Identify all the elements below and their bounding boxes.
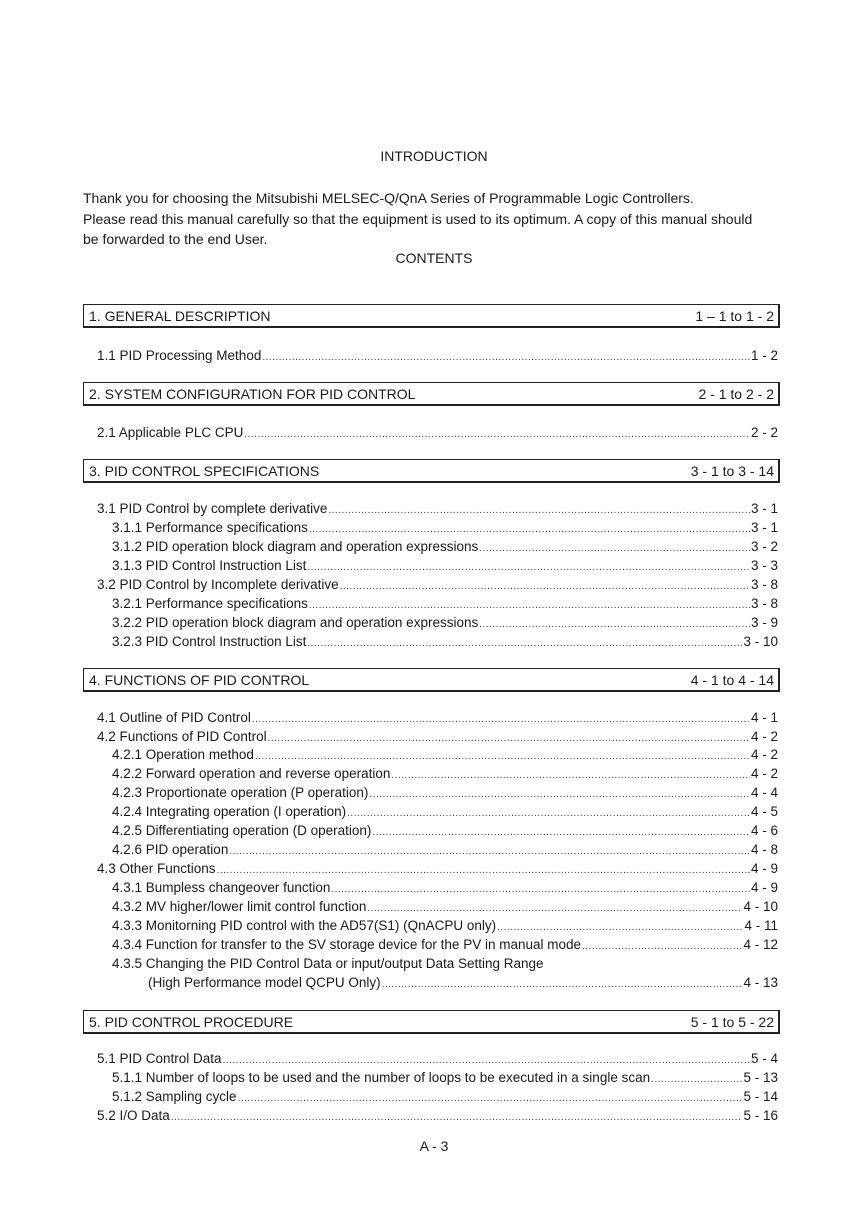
page-number: A - 3 xyxy=(419,1138,449,1154)
toc-entry-page: 5 - 13 xyxy=(743,1070,778,1085)
toc-entry-page: 4 - 4 xyxy=(750,785,778,800)
chapter-title: 4. FUNCTIONS OF PID CONTROL xyxy=(89,671,310,688)
toc-entry-label: 4.2.5 Differentiating operation (D operation) xyxy=(112,823,372,838)
chapter-pages: 5 - 1 to 5 - 22 xyxy=(690,1013,774,1030)
toc-entry-page: 4 - 2 xyxy=(750,729,778,744)
toc-entry[interactable] xyxy=(112,898,778,918)
toc-entry-label: 4.3.3 Monitorning PID control with the AD57(S1) (QnACPU only) xyxy=(112,918,497,933)
toc-entry[interactable] xyxy=(97,500,778,520)
toc-entry[interactable] xyxy=(112,936,778,956)
toc-entry[interactable] xyxy=(112,519,778,539)
toc-entry-label: 4.3.2 MV higher/lower limit control function xyxy=(112,899,367,914)
toc-entry[interactable] xyxy=(112,841,778,861)
toc-entry-label: 5.1.1 Number of loops to be used and the number of loops to be executed in a single scan xyxy=(112,1070,651,1085)
chapter-pages: 1 – 1 to 1 - 2 xyxy=(695,307,774,324)
toc-entry[interactable] xyxy=(112,614,778,634)
toc-entry-label: 5.1.2 Sampling cycle xyxy=(112,1089,237,1104)
toc-entry-label: 3.2.1 Performance specifications xyxy=(112,596,308,611)
toc-entry-label: (High Performance model QCPU Only) xyxy=(148,975,381,990)
toc-entry-label: 3.1 PID Control by complete derivative xyxy=(97,501,328,516)
chapter-heading[interactable] xyxy=(83,304,780,328)
toc-entry-label: 3.1.1 Performance specifications xyxy=(112,520,308,535)
toc-entry[interactable] xyxy=(112,595,778,615)
chapter-title: 1. GENERAL DESCRIPTION xyxy=(89,307,271,324)
toc-entry-label: 4.3 Other Functions xyxy=(97,861,216,876)
chapter-pages: 4 - 1 to 4 - 14 xyxy=(690,671,774,688)
toc-entry-label: 4.2.3 Proportionate operation (P operation) xyxy=(112,785,369,800)
toc-entry-label: 3.2 PID Control by Incomplete derivative xyxy=(97,577,339,592)
toc-entry[interactable] xyxy=(97,576,778,596)
toc-entry-label: 1.1 PID Processing Method xyxy=(97,348,262,363)
toc-entry-page: 4 - 9 xyxy=(750,861,778,876)
chapter-title: 3. PID CONTROL SPECIFICATIONS xyxy=(89,462,320,479)
toc-entry-page: 3 - 9 xyxy=(750,615,778,630)
toc-entry[interactable] xyxy=(148,974,778,994)
toc-entry[interactable] xyxy=(112,803,778,823)
toc-entry-page: 3 - 8 xyxy=(750,577,778,592)
toc-entry-page: 4 - 9 xyxy=(750,880,778,895)
toc-entry-page: 3 - 1 xyxy=(750,520,778,535)
toc-entry-page: 4 - 6 xyxy=(750,823,778,838)
toc-entry-label: 3.2.2 PID operation block diagram and operation expressions xyxy=(112,615,479,630)
toc-entry-page: 3 - 2 xyxy=(750,539,778,554)
toc-entry-label: 4.3.4 Function for transfer to the SV storage device for the PV in manual mode xyxy=(112,937,582,952)
toc-entry-label: 3.2.3 PID Control Instruction List xyxy=(112,634,307,649)
chapter-heading[interactable] xyxy=(83,668,780,692)
toc-entry[interactable] xyxy=(97,1107,778,1127)
toc-entry[interactable] xyxy=(97,860,778,880)
toc-entry-page: 3 - 1 xyxy=(750,501,778,516)
toc-entry-page: 2 - 2 xyxy=(750,425,778,440)
toc-entry-page: 4 - 8 xyxy=(750,842,778,857)
toc-entry-page: 4 - 5 xyxy=(750,804,778,819)
toc-entry[interactable] xyxy=(112,538,778,558)
chapter-pages: 2 - 1 to 2 - 2 xyxy=(698,385,774,402)
toc-entry-label: 4.2.4 Integrating operation (I operation) xyxy=(112,804,347,819)
toc-entry-page: 4 - 11 xyxy=(744,918,778,933)
toc-entry[interactable] xyxy=(112,917,778,937)
intro-title: INTRODUCTION xyxy=(380,148,488,164)
toc-entry-page: 4 - 10 xyxy=(743,899,778,914)
toc-entry-label: 4.1 Outline of PID Control xyxy=(97,710,251,725)
toc-entry-label: 4.2.6 PID operation xyxy=(112,842,229,857)
toc-entry-label: 5.2 I/O Data xyxy=(97,1108,170,1123)
intro-line: be forwarded to the end User. xyxy=(83,231,268,247)
intro-line: Please read this manual carefully so that the equipment is used to its optimum. A copy of this manual should xyxy=(83,210,753,227)
toc-entry-label: 3.1.2 PID operation block diagram and operation expressions xyxy=(112,539,479,554)
toc-entry[interactable] xyxy=(112,746,778,766)
toc-entry[interactable] xyxy=(97,347,778,367)
toc-entry-label: 4.2.1 Operation method xyxy=(112,747,254,762)
toc-entry-label: 3.1.3 PID Control Instruction List xyxy=(112,558,307,573)
chapter-pages: 3 - 1 to 3 - 14 xyxy=(690,462,774,479)
toc-entry-page: 1 - 2 xyxy=(750,348,778,363)
toc-entry-page: 5 - 16 xyxy=(743,1108,778,1123)
toc-entry-page: 4 - 2 xyxy=(750,747,778,762)
toc-entry[interactable] xyxy=(97,728,778,748)
toc-entry[interactable] xyxy=(97,709,778,729)
toc-entry[interactable] xyxy=(112,633,778,653)
toc-entry-page: 4 - 12 xyxy=(743,937,778,952)
contents-title: CONTENTS xyxy=(395,250,473,266)
toc-entry[interactable] xyxy=(112,784,778,804)
toc-entry-page: 3 - 10 xyxy=(743,634,778,649)
toc-entry[interactable] xyxy=(112,765,778,785)
toc-entry-label: 5.1 PID Control Data xyxy=(97,1051,222,1066)
toc-entry-label: 4.2.2 Forward operation and reverse operation xyxy=(112,766,391,781)
chapter-title: 2. SYSTEM CONFIGURATION FOR PID CONTROL xyxy=(89,385,416,402)
toc-entry[interactable] xyxy=(112,822,778,842)
toc-entry[interactable] xyxy=(97,424,778,444)
toc-entry-page: 4 - 2 xyxy=(750,766,778,781)
toc-entry-label[interactable]: 4.3.5 Changing the PID Control Data or input/output Data Setting Range xyxy=(112,956,544,971)
toc-entry[interactable] xyxy=(112,879,778,899)
toc-entry-page: 5 - 14 xyxy=(743,1089,778,1104)
toc-entry-label: 2.1 Applicable PLC CPU xyxy=(97,425,244,440)
chapter-title: 5. PID CONTROL PROCEDURE xyxy=(89,1013,294,1030)
toc-entry-label: 4.2 Functions of PID Control xyxy=(97,729,267,744)
toc-entry-page: 4 - 1 xyxy=(750,710,778,725)
chapter-heading[interactable] xyxy=(83,382,780,406)
toc-entry[interactable] xyxy=(112,557,778,577)
chapter-heading[interactable] xyxy=(83,459,780,483)
toc-entry[interactable] xyxy=(97,1050,778,1070)
chapter-heading[interactable] xyxy=(83,1010,780,1034)
toc-entry-page: 5 - 4 xyxy=(750,1051,778,1066)
toc-entry-label: 4.3.1 Bumpless changeover function xyxy=(112,880,331,895)
toc-entry-page: 3 - 3 xyxy=(750,558,778,573)
toc-entry[interactable] xyxy=(112,1088,778,1108)
intro-line: Thank you for choosing the Mitsubishi MELSEC-Q/QnA Series of Programmable Logic Controllers. xyxy=(83,190,694,206)
toc-entry[interactable] xyxy=(112,1069,778,1089)
toc-entry-page: 4 - 13 xyxy=(743,975,778,990)
toc-entry-page: 3 - 8 xyxy=(750,596,778,611)
